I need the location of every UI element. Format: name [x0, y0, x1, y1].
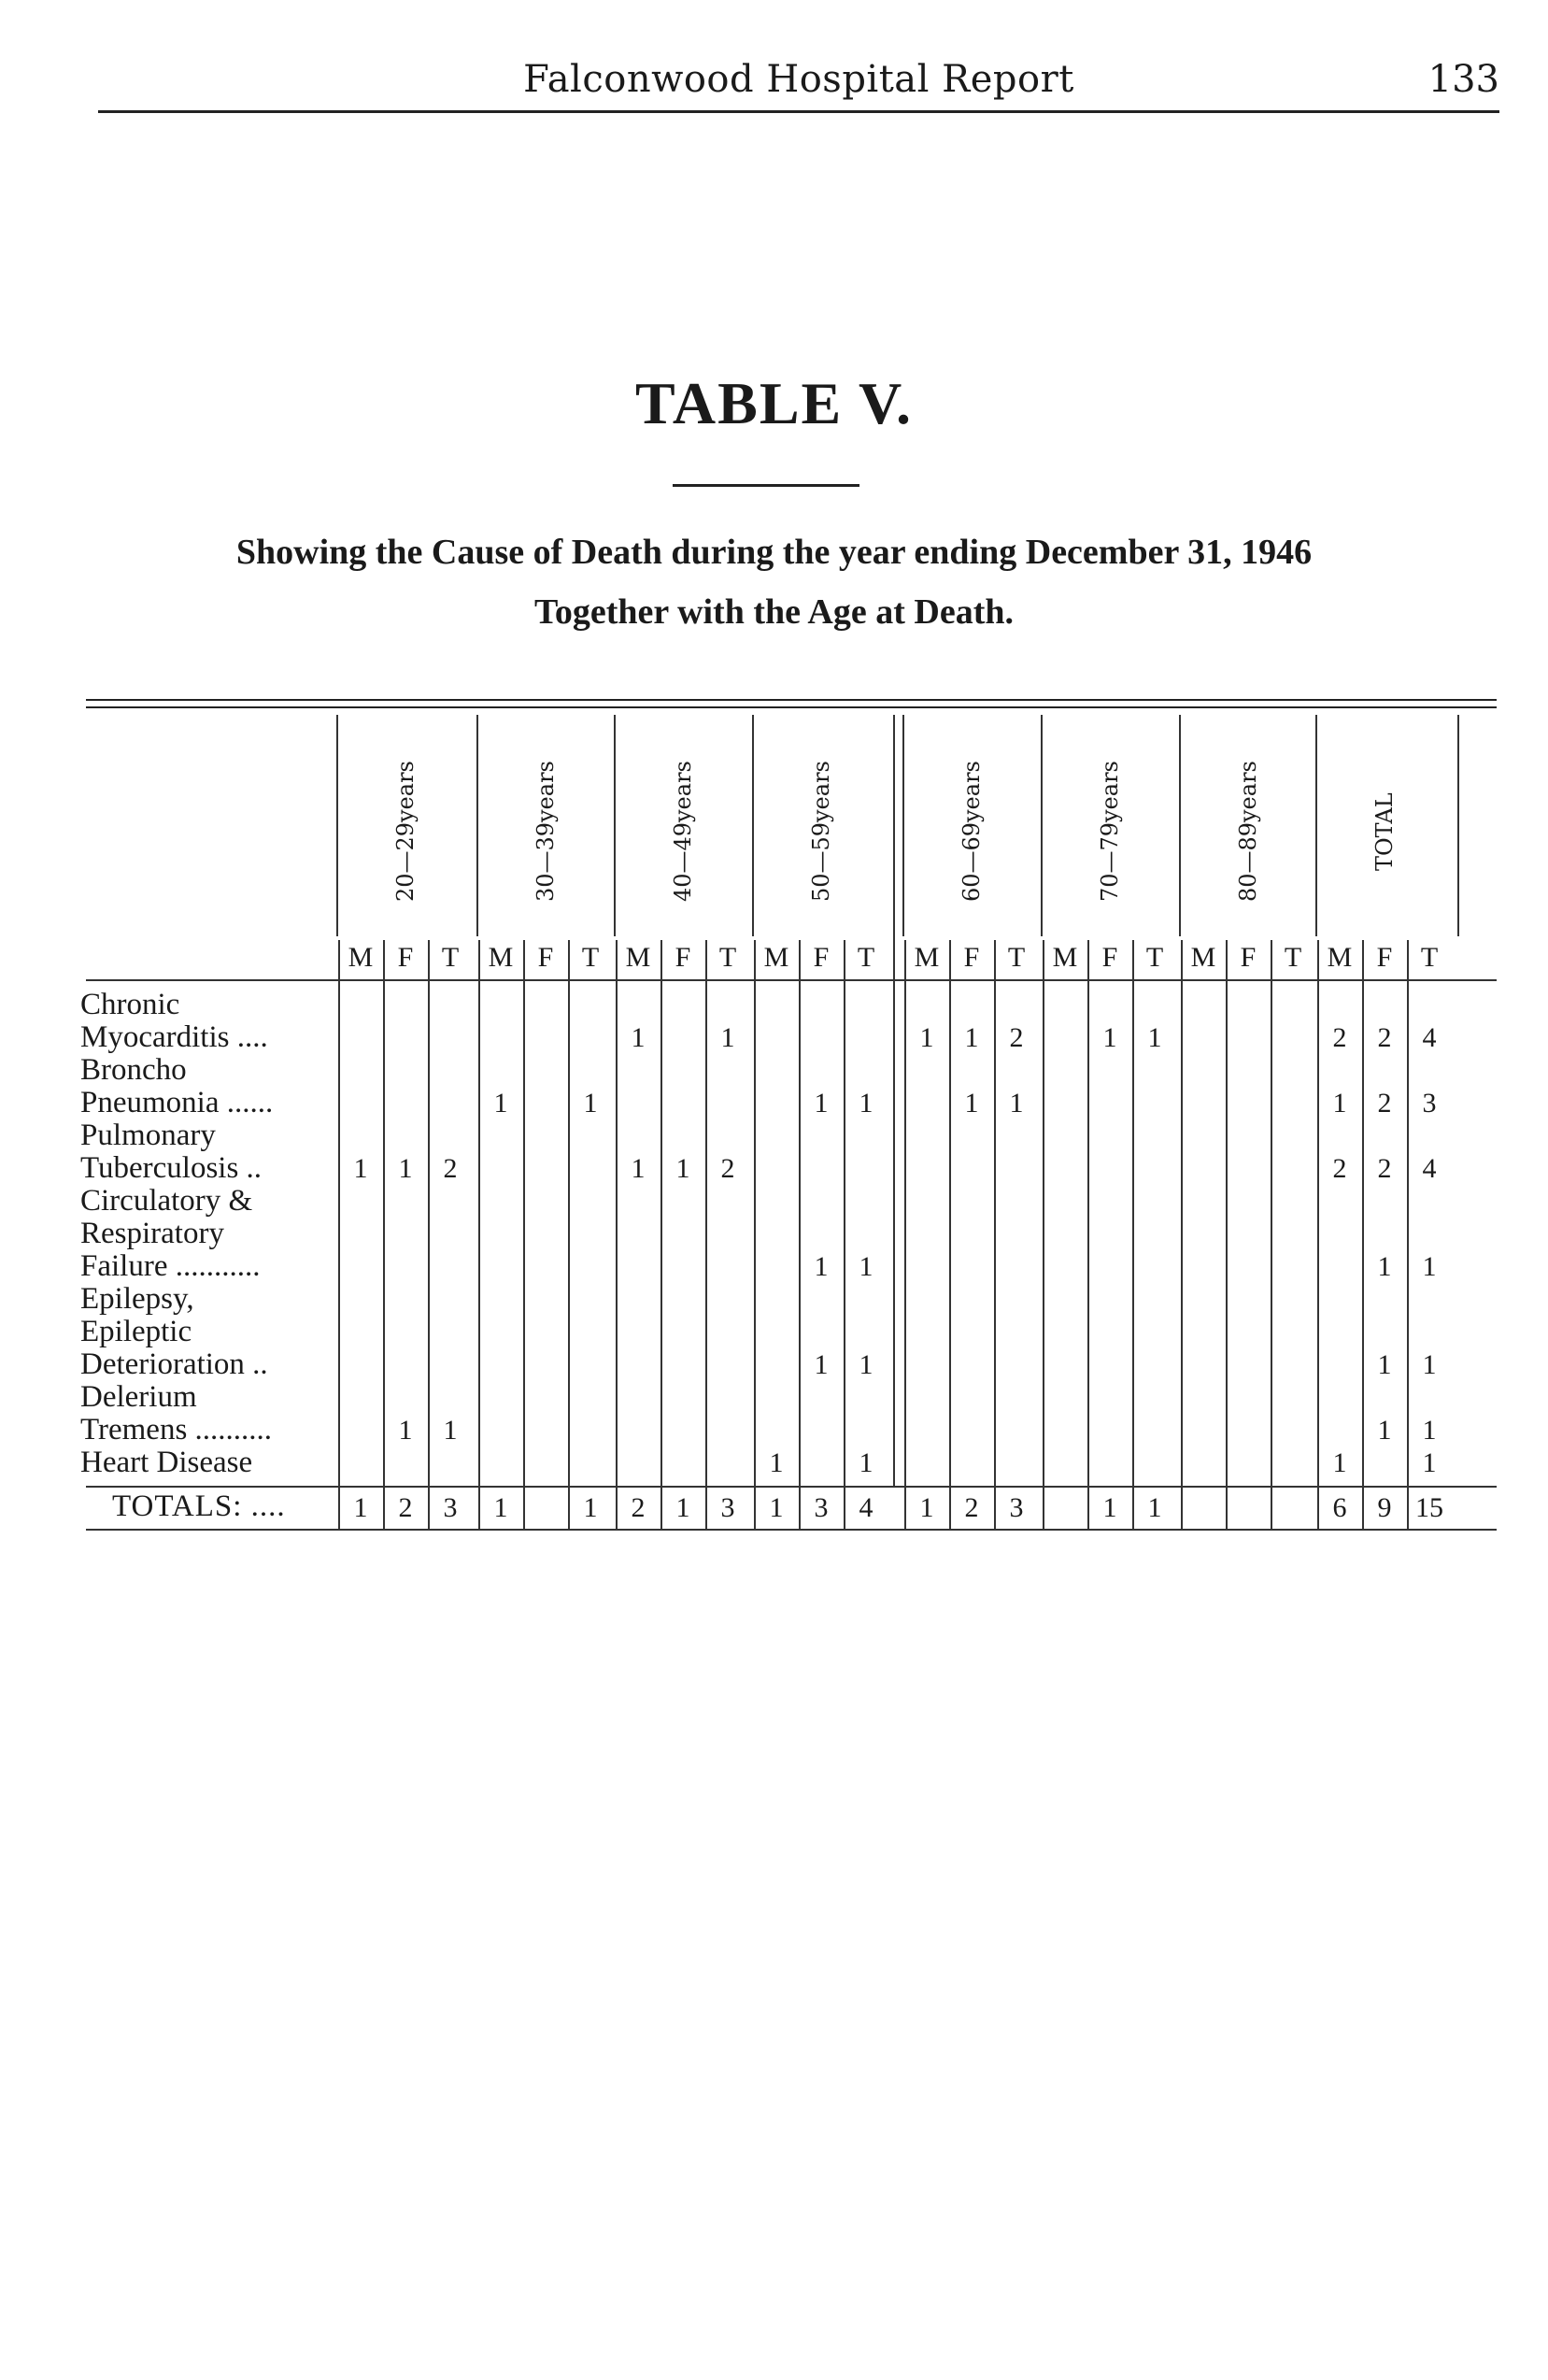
age-group-header [944, 748, 1000, 916]
age-group-header [1220, 748, 1276, 916]
totals-cell: 4 [859, 1492, 873, 1523]
table-cell: 1 [814, 1349, 829, 1380]
age-group-header [1356, 748, 1413, 916]
age-group-header [1082, 748, 1138, 916]
table-cell: 1 [443, 1415, 458, 1446]
sub-column-header: F [537, 942, 554, 973]
column-line [1226, 940, 1228, 1529]
group-divider [1315, 715, 1317, 936]
totals-rule [86, 1486, 1497, 1488]
table-cell: 1 [1422, 1415, 1437, 1446]
age-unit-label: years [1097, 761, 1123, 823]
table-cell: 1 [859, 1349, 873, 1380]
totals-cell: 1 [1147, 1492, 1162, 1523]
age-unit-label: years [392, 761, 419, 823]
table-cell: 1 [859, 1088, 873, 1119]
group-divider [614, 715, 616, 936]
table-cell: 1 [859, 1251, 873, 1282]
totals-cell: 2 [398, 1492, 413, 1523]
page-number: 133 [1427, 58, 1499, 101]
age-range-label: TOTAL [1371, 792, 1398, 871]
table-cell: 1 [398, 1153, 413, 1184]
title-rule [673, 484, 859, 487]
sub-column-header: M [914, 942, 940, 973]
totals-cell: 6 [1332, 1492, 1347, 1523]
row-label: Circulatory & Respiratory Failure ........... [80, 1184, 261, 1283]
table-cell: 3 [1422, 1088, 1437, 1119]
row-label: Broncho Pneumonia ...... [80, 1053, 274, 1119]
sub-column-header: F [963, 942, 980, 973]
table-cell: 1 [1102, 1022, 1117, 1053]
totals-cell: 2 [964, 1492, 979, 1523]
totals-cell: 1 [919, 1492, 934, 1523]
row-label: Pulmonary Tuberculosis .. [80, 1119, 263, 1185]
age-group-header [377, 748, 433, 916]
table-cell: 1 [353, 1153, 368, 1184]
row-label: Heart Disease [80, 1446, 253, 1479]
totals-cell: 1 [583, 1492, 598, 1523]
sub-column-header: F [1376, 942, 1393, 973]
table-cell: 1 [720, 1022, 735, 1053]
column-line [844, 940, 845, 1529]
table-cell: 1 [493, 1088, 508, 1119]
running-head [98, 54, 1499, 113]
column-line [478, 940, 480, 1529]
column-line [1043, 940, 1044, 1529]
sub-column-header: T [1007, 942, 1026, 973]
sub-column-header: F [813, 942, 830, 973]
table-cell: 1 [814, 1088, 829, 1119]
table-cell: 1 [398, 1415, 413, 1446]
totals-cell: 1 [353, 1492, 368, 1523]
table-cell: 4 [1422, 1153, 1437, 1184]
sub-column-header: M [1190, 942, 1216, 973]
table-top-rule [86, 699, 1497, 701]
table-cell: 2 [1332, 1153, 1347, 1184]
table-cell: 1 [1377, 1349, 1392, 1380]
totals-cell: 2 [631, 1492, 646, 1523]
column-line [799, 940, 801, 1529]
table-cell: 2 [1377, 1088, 1392, 1119]
column-line [754, 940, 756, 1529]
sub-column-header: F [1101, 942, 1118, 973]
age-range-label: 50—59 [808, 822, 834, 903]
sub-column-header: F [1240, 942, 1257, 973]
table-cell: 1 [1332, 1088, 1347, 1119]
age-range-label: 60—69 [959, 822, 985, 903]
table-cell: 2 [720, 1153, 735, 1184]
table-cell: 2 [1009, 1022, 1024, 1053]
totals-cell: 3 [720, 1492, 735, 1523]
table-cell: 1 [1422, 1349, 1437, 1380]
totals-cell: 3 [814, 1492, 829, 1523]
totals-cell: 1 [675, 1492, 690, 1523]
group-divider [902, 715, 904, 936]
table-cell: 1 [814, 1251, 829, 1282]
totals-cell: 3 [1009, 1492, 1024, 1523]
group-divider [336, 715, 338, 936]
sub-column-header: T [857, 942, 875, 973]
totals-cell: 1 [1102, 1492, 1117, 1523]
table-cell: 1 [1009, 1088, 1024, 1119]
sub-column-header: T [1420, 942, 1439, 973]
table-cell: 1 [1332, 1447, 1347, 1478]
totals-label: TOTALS: .... [112, 1489, 286, 1523]
sub-column-header: T [718, 942, 737, 973]
table-cell: 1 [1147, 1022, 1162, 1053]
sub-column-header: F [397, 942, 414, 973]
totals-cell: 15 [1415, 1492, 1443, 1523]
table-cell: 1 [631, 1022, 646, 1053]
header-rule [86, 979, 1497, 981]
group-divider [1041, 715, 1043, 936]
table-top-rule [86, 706, 1497, 708]
table-cell: 1 [1422, 1447, 1437, 1478]
subtitle-line-1: Showing the Cause of Death during the year ending December 31, 1946 [235, 533, 1313, 572]
age-group-header [518, 748, 574, 916]
age-unit-label: years [670, 761, 696, 823]
running-title: Falconwood Hospital Report [523, 58, 1074, 101]
age-group-header [793, 748, 849, 916]
age-unit-label: years [808, 761, 834, 823]
sub-column-header: M [488, 942, 514, 973]
totals-cell: 1 [493, 1492, 508, 1523]
table-cell: 1 [1377, 1415, 1392, 1446]
column-line [338, 940, 340, 1529]
group-divider [752, 715, 754, 936]
age-unit-label: years [959, 761, 985, 823]
age-range-label: 80—89 [1235, 822, 1261, 903]
column-line [1181, 940, 1183, 1529]
table-cell: 1 [1377, 1251, 1392, 1282]
row-label: Delerium Tremens .......... [80, 1380, 273, 1447]
table-title: TABLE V. [634, 370, 914, 436]
table-cell: 2 [1377, 1153, 1392, 1184]
sub-column-header: M [1052, 942, 1078, 973]
table-cell: 1 [964, 1088, 979, 1119]
bottom-rule [86, 1529, 1497, 1531]
sub-column-header: T [1284, 942, 1302, 973]
sub-column-header: M [1327, 942, 1353, 973]
group-divider [476, 715, 478, 936]
sub-column-header: T [441, 942, 460, 973]
column-line [1271, 940, 1272, 1529]
totals-cell: 3 [443, 1492, 458, 1523]
subtitle-line-2: Together with the Age at Death. [534, 592, 1014, 632]
table-cell: 1 [769, 1447, 784, 1478]
table-cell: 1 [859, 1447, 873, 1478]
sub-column-header: T [1145, 942, 1164, 973]
row-label: Chronic Myocarditis .... [80, 988, 268, 1054]
table-cell: 2 [1377, 1022, 1392, 1053]
sub-column-header: M [625, 942, 651, 973]
table-cell: 1 [1422, 1251, 1437, 1282]
column-line [523, 940, 525, 1529]
age-range-label: 20—29 [392, 822, 419, 903]
sub-column-header: F [675, 942, 691, 973]
age-unit-label: years [533, 761, 559, 823]
group-divider [893, 715, 895, 1486]
column-line [568, 940, 570, 1529]
age-group-header [655, 748, 711, 916]
column-line [660, 940, 662, 1529]
totals-cell: 9 [1377, 1492, 1392, 1523]
table-cell: 1 [964, 1022, 979, 1053]
row-label: Epilepsy, Epileptic Deterioration .. [80, 1282, 268, 1381]
age-unit-label: years [1235, 761, 1261, 823]
age-range-label: 40—49 [670, 822, 696, 903]
table-cell: 1 [919, 1022, 934, 1053]
sub-column-header: T [581, 942, 600, 973]
group-divider [1457, 715, 1459, 936]
sub-column-header: M [763, 942, 789, 973]
table-cell: 2 [443, 1153, 458, 1184]
table-cell: 4 [1422, 1022, 1437, 1053]
totals-cell: 1 [769, 1492, 784, 1523]
table-cell: 1 [675, 1153, 690, 1184]
age-range-label: 70—79 [1097, 822, 1123, 903]
sub-column-header: M [348, 942, 374, 973]
table-cell: 2 [1332, 1022, 1347, 1053]
age-range-label: 30—39 [533, 822, 559, 903]
table-cell: 1 [631, 1153, 646, 1184]
group-divider [1179, 715, 1181, 936]
table-cell: 1 [583, 1088, 598, 1119]
